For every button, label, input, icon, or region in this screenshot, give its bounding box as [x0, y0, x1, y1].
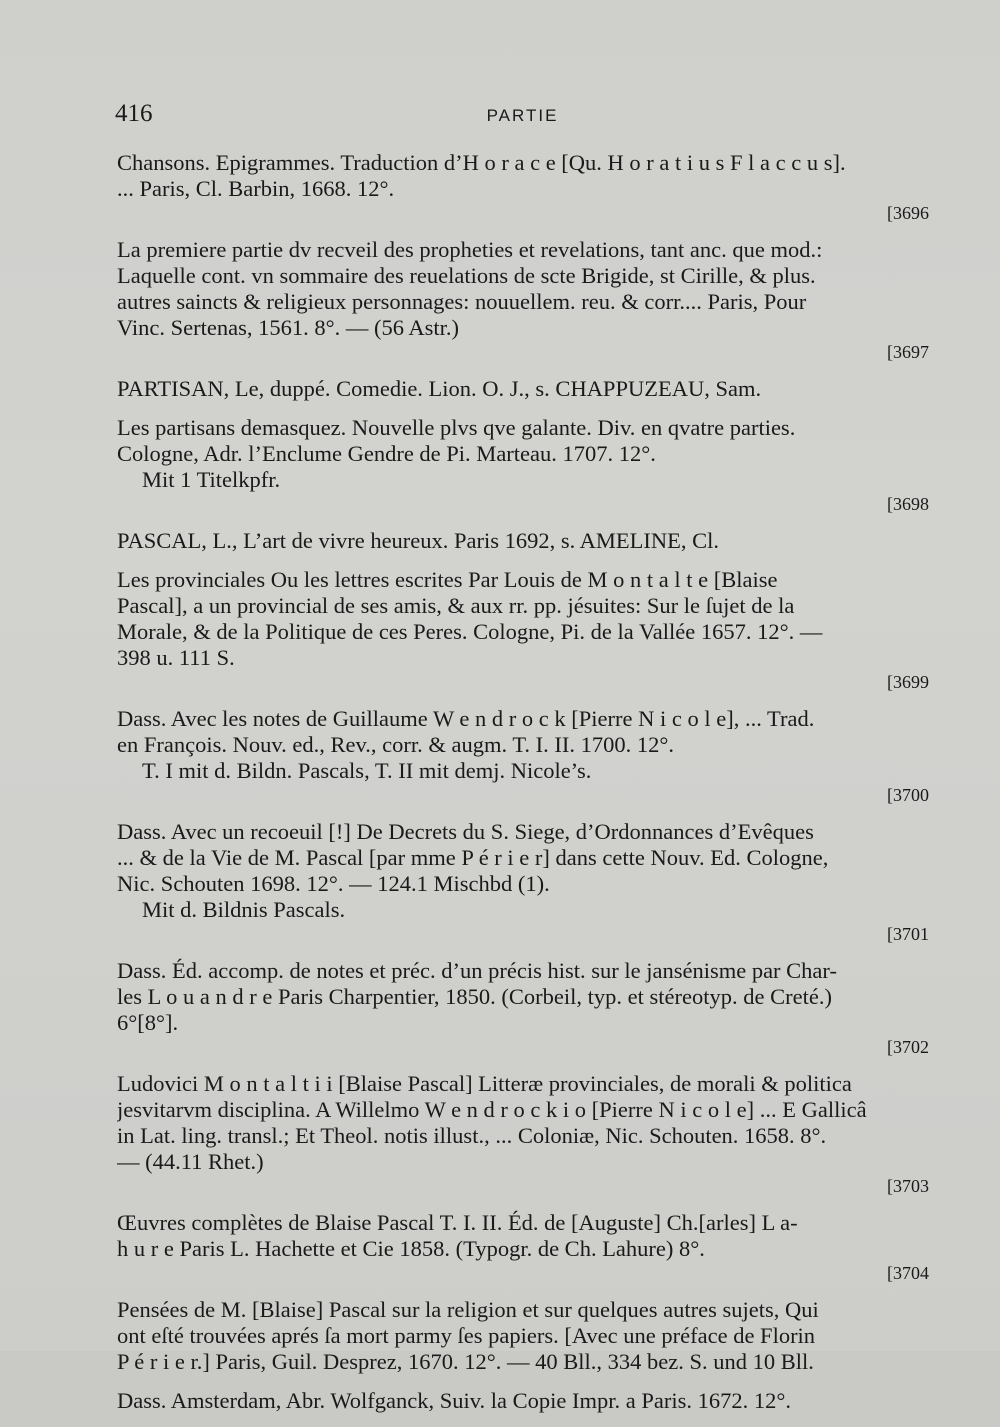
catalog-entry	[117, 528, 929, 554]
entry-line: Dass. Éd. accomp. de notes et préc. d’un précis hist. sur le jansénisme par Char-	[117, 958, 837, 983]
entry-line: ont eſté trouvées aprés ſa mort parmy ſes papiers. [Avec une préface de Florin	[117, 1323, 816, 1348]
entry-line: PASCAL, L., L’art de vivre heureux. Paris 1692, s. AMELINE, Cl.	[117, 528, 720, 553]
bibliography-entries	[117, 150, 929, 1427]
entry-line: Pascal], a un provincial de ses amis, & aux rr. pp. jésuites: Sur le ſujet de la	[117, 593, 795, 618]
catalog-entry	[117, 1071, 929, 1197]
entry-line: La premiere partie dv recveil des propheties et revelations, tant anc. que mod.:	[117, 237, 823, 262]
entry-note: Mit 1 Titelkpfr.	[142, 467, 281, 492]
entry-line: autres saincts & religieux personnages: nouuellem. reu. & corr.... Paris, Pour	[117, 289, 807, 314]
entry-line: Nic. Schouten 1698. 12°. — 124.1 Mischbd (1).	[117, 871, 550, 896]
entry-line: Vinc. Sertenas, 1561. 8°. — (56 Astr.)	[117, 315, 459, 340]
entry-number: [3703	[887, 1176, 929, 1196]
entry-note: T. I mit d. Bildn. Pascals, T. II mit demj. Nicole’s.	[142, 758, 592, 783]
entry-number: [3702	[887, 1037, 929, 1057]
entry-line: Dass. Amsterdam, Abr. Wolfganck, Suiv. la Copie Impr. a Paris. 1672. 12°.	[117, 1388, 792, 1413]
entry-line: Pensées de M. [Blaise] Pascal sur la religion et sur quelques autres sujets, Qui	[117, 1297, 819, 1322]
entry-line: ... & de la Vie de M. Pascal [par mme P é r i e r] dans cette Nouv. Ed. Cologne,	[117, 845, 829, 870]
entry-number: [3698	[887, 494, 929, 514]
entry-line: — (44.11 Rhet.)	[117, 1149, 264, 1174]
catalog-entry	[117, 567, 929, 693]
entry-line: in Lat. ling. transl.; Et Theol. notis illust., ... Coloniæ, Nic. Schouten. 1658. 8°.	[117, 1123, 827, 1148]
entry-line: Les provinciales Ou les lettres escrites Par Louis de M o n t a l t e [Blaise	[117, 567, 778, 592]
catalog-entry	[117, 706, 929, 806]
entry-line: Ludovici M o n t a l t i i [Blaise Pascal] Litteræ provinciales, de morali & politica	[117, 1071, 852, 1096]
catalog-entry	[117, 1210, 929, 1284]
running-title: PARTIE	[486, 106, 559, 125]
entry-number: [3696	[887, 203, 929, 223]
catalog-entry	[117, 415, 929, 515]
entry-number: [3697	[887, 342, 929, 362]
catalog-entry	[117, 819, 929, 945]
entry-line: en François. Nouv. ed., Rev., corr. & augm. T. I. II. 1700. 12°.	[117, 732, 675, 757]
entry-line: Morale, & de la Politique de ces Peres. Cologne, Pi. de la Vallée 1657. 12°. —	[117, 619, 823, 644]
entry-number: [3701	[887, 924, 929, 944]
catalog-entry	[117, 150, 929, 224]
entry-line: Dass. Avec les notes de Guillaume W e n d r o c k [Pierre N i c o l e], ... Trad.	[117, 706, 815, 731]
entry-number: [3704	[887, 1263, 929, 1283]
page-number: 416	[115, 100, 153, 127]
entry-line: P é r i e r.] Paris, Guil. Desprez, 1670. 12°. — 40 Bll., 334 bez. S. und 10 Bll.	[117, 1349, 814, 1374]
entry-line: PARTISAN, Le, duppé. Comedie. Lion. O. J., s. CHAPPUZEAU, Sam.	[117, 376, 762, 401]
entry-line: Laquelle cont. vn sommaire des reuelations de scte Brigide, st Cirille, & plus.	[117, 263, 816, 288]
entry-line: ... Paris, Cl. Barbin, 1668. 12°.	[117, 176, 395, 201]
catalog-entry	[117, 958, 929, 1058]
entry-line: 398 u. 111 S.	[117, 645, 235, 670]
catalog-entry	[117, 237, 929, 363]
entry-line: Les partisans demasquez. Nouvelle plvs qve galante. Div. en qvatre parties.	[117, 415, 796, 440]
entry-number: [3700	[887, 785, 929, 805]
catalog-entry	[117, 376, 929, 402]
entry-number: [3699	[887, 672, 929, 692]
entry-line: h u r e Paris L. Hachette et Cie 1858. (Typogr. de Ch. Lahure) 8°.	[117, 1236, 705, 1261]
page-header	[115, 100, 930, 130]
entry-line: jesvitarvm disciplina. A Willelmo W e n d r o c k i o [Pierre N i c o l e] ... E Gallicâ	[117, 1097, 867, 1122]
entry-line: Cologne, Adr. l’Enclume Gendre de Pi. Marteau. 1707. 12°.	[117, 441, 656, 466]
entry-line: 6°[8°].	[117, 1010, 179, 1035]
entry-line: Chansons. Epigrammes. Traduction d’H o r a c e [Qu. H o r a t i u s F l a c c u s].	[117, 150, 846, 175]
catalog-entry	[117, 1297, 929, 1375]
entry-note: Mit d. Bildnis Pascals.	[142, 897, 346, 922]
entry-line: Œuvres complètes de Blaise Pascal T. I. II. Éd. de [Auguste] Ch.[arles] L a-	[117, 1210, 798, 1235]
entry-line: les L o u a n d r e Paris Charpentier, 1850. (Corbeil, typ. et stéreotyp. de Creté.)	[117, 984, 832, 1009]
catalog-entry	[117, 1388, 929, 1414]
entry-line: Dass. Avec un recoeuil [!] De Decrets du S. Siege, d’Ordonnances d’Evêques	[117, 819, 814, 844]
